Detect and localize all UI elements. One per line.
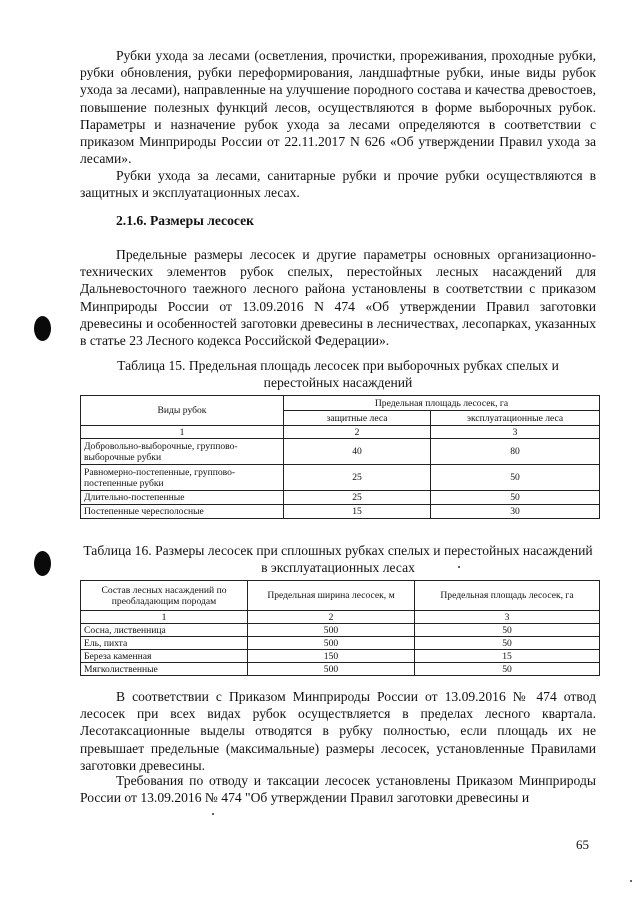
table15-type-cell: Длительно-постепенные — [81, 491, 284, 505]
table16-number-cell: 2 — [248, 611, 415, 624]
table-row — [81, 465, 600, 491]
table15-number-cell: 2 — [284, 426, 431, 439]
table16-width-cell: 500 — [248, 624, 415, 637]
table-row — [81, 663, 600, 676]
table15-number-cell: 3 — [431, 426, 600, 439]
table15-protective-cell: 25 — [284, 465, 431, 491]
scan-speck — [630, 880, 632, 882]
table16-composition-cell: Мягколиственные — [81, 663, 248, 676]
table-row — [81, 439, 600, 465]
table15-number-cell: 1 — [81, 426, 284, 439]
table16-number-cell: 1 — [81, 611, 248, 624]
table16-area-cell: 15 — [415, 650, 600, 663]
table15-header-group: Предельная площадь лесосек, га — [284, 396, 600, 411]
table15-header-col3: эксплуатационные леса — [431, 411, 600, 426]
table16 — [80, 580, 600, 676]
table-row — [81, 650, 600, 663]
scan-speck — [212, 813, 214, 815]
table15-protective-cell: 15 — [284, 505, 431, 519]
table15-header-col2: защитные леса — [284, 411, 431, 426]
paragraph-limits: Предельные размеры лесосек и другие параметры основных организационно-технических элементов рубок спелых, перестойных лесных насаждений для Дальневосточного таежного лесного района установлены в соответствии с приказом Минприроды России от 13.09.2016 N 474 «Об утверждении Правил заготовки древесины и особенностей заготовки древесины в лесничествах, лесопарках, указанных в статье 23 Лесного кодекса Российской Федерации». — [80, 247, 596, 349]
table15-header-col1: Виды рубок — [81, 396, 284, 426]
table15-exploitation-cell: 50 — [431, 465, 600, 491]
table16-width-cell: 150 — [248, 650, 415, 663]
paragraph-thinning: Рубки ухода за лесами (осветления, прочистки, прореживания, проходные рубки, рубки обновления, рубки переформирования, ландшафтные рубки, иные виды рубок ухода за лесами), направленные на улучшение породного состава и качества древостоев, повышение полезных функций лесов, осуществляются в форме выборочных рубок. Параметры и назначение рубок ухода за лесами определяются в соответствии с приказом Минприроды России от 22.11.2017 N 626 «Об утверждении Правил ухода за лесами». — [80, 48, 596, 167]
paragraph-requirements: Требования по отводу и таксации лесосек установлены Приказом Минприроды России от 13.09.2016 № 474 "Об утверждении Правил заготовки древесины и — [80, 773, 596, 806]
paragraph-allotment: В соответствии с Приказом Минприроды России от 13.09.2016 № 474 отвод лесосек при всех видах рубок осуществляется в пределах лесного квартала. Лесотаксационные выделы отводятся в рубку полностью, если площадь их не превышает предельные (максимальные) размеры лесосек, установленные Правилами заготовки древесины. — [80, 689, 596, 773]
table16-composition-cell: Береза каменная — [81, 650, 248, 663]
table16-width-cell: 500 — [248, 637, 415, 650]
table-row — [81, 624, 600, 637]
table16-header-col2: Предельная ширина лесосек, м — [248, 581, 415, 611]
table15-caption: Таблица 15. Предельная площадь лесосек при выборочных рубках спелых и перестойных насаждений — [117, 358, 559, 390]
table-row — [81, 637, 600, 650]
table16-area-cell: 50 — [415, 637, 600, 650]
table15-exploitation-cell: 30 — [431, 505, 600, 519]
table-row — [81, 491, 600, 505]
page-number: 65 — [576, 837, 589, 852]
section-heading: 2.1.6. Размеры лесосек — [116, 213, 254, 228]
table16-header-col3: Предельная площадь лесосек, га — [415, 581, 600, 611]
table15-protective-cell: 40 — [284, 439, 431, 465]
binder-hole — [34, 316, 51, 341]
table15-type-cell: Добровольно-выборочные, группово-выборочные рубки — [81, 439, 284, 465]
table16-header-col1: Состав лесных насаждений по преобладающим породам — [81, 581, 248, 611]
table15-exploitation-cell: 80 — [431, 439, 600, 465]
table16-caption: Таблица 16. Размеры лесосек при сплошных рубках спелых и перестойных насаждений в эксплуатационных лесах — [83, 543, 593, 575]
table15-exploitation-cell: 50 — [431, 491, 600, 505]
table15 — [80, 395, 600, 519]
table15-type-cell: Равномерно-постепенные, группово-постепенные рубки — [81, 465, 284, 491]
table16-area-cell: 50 — [415, 624, 600, 637]
binder-hole — [34, 551, 51, 576]
table16-composition-cell: Сосна, лиственница — [81, 624, 248, 637]
table16-width-cell: 500 — [248, 663, 415, 676]
table15-protective-cell: 25 — [284, 491, 431, 505]
table16-number-cell: 3 — [415, 611, 600, 624]
table15-type-cell: Постепенные чересполосные — [81, 505, 284, 519]
table16-area-cell: 50 — [415, 663, 600, 676]
table-row — [81, 505, 600, 519]
paragraph-cutting-forests: Рубки ухода за лесами, санитарные рубки и прочие рубки осуществляются в защитных и эксплуатационных лесах. — [80, 168, 596, 201]
table16-composition-cell: Ель, пихта — [81, 637, 248, 650]
scan-speck — [458, 566, 460, 568]
